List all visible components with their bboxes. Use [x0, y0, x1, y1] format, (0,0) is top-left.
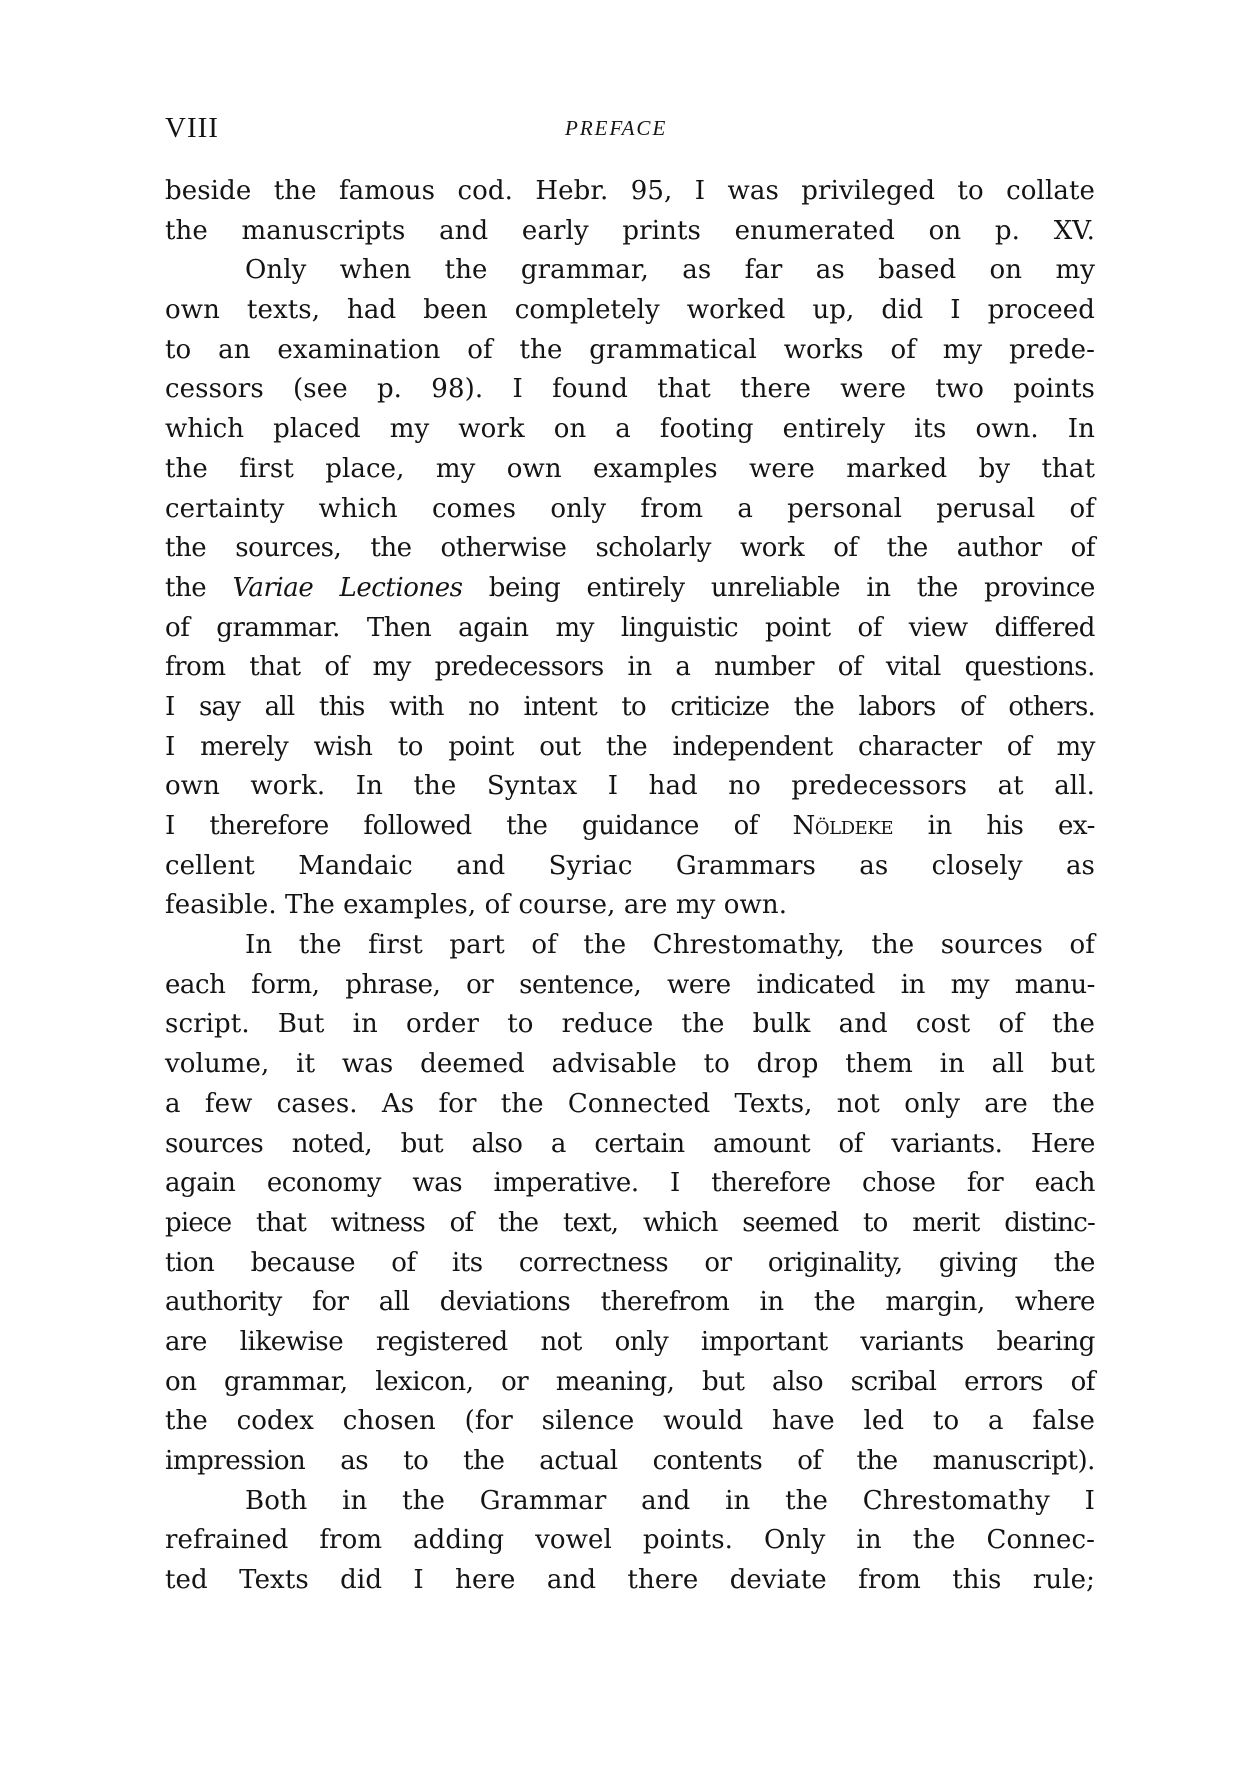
text-line: the codex chosen (for silence would have led to a false [165, 1406, 1095, 1437]
text-line-paragraph-start: In the first part of the Chrestomathy, the sources of [245, 930, 1095, 961]
text-line: ted Texts did I here and there deviate from this rule; [165, 1565, 1095, 1596]
text-line: the first place, my own examples were marked by that [165, 453, 1095, 484]
text-line: again economy was imperative. I therefore chose for each [165, 1168, 1095, 1199]
text-line: script. But in order to reduce the bulk and cost of the [165, 1009, 1095, 1040]
text-line-paragraph-end: feasible. The examples, of course, are my own. [165, 890, 788, 921]
text-line-paragraph-start: Both in the Grammar and in the Chrestomathy I [245, 1485, 1095, 1516]
text-line: authority for all deviations therefrom in the margin, where [165, 1287, 1095, 1318]
text-line: beside the famous cod. Hebr. 95, I was privileged to collate [165, 176, 1095, 206]
line-text: I therefore followed the guidance of [165, 811, 793, 841]
line-text: in his ex- [893, 811, 1095, 841]
text-line: the sources, the otherwise scholarly work of the author of [165, 533, 1095, 564]
text-line: tion because of its correctness or originality, giving the [165, 1247, 1095, 1278]
page-number: VIII [165, 112, 219, 144]
text-line: of grammar. Then again my linguistic point of view differed [165, 612, 1095, 643]
text-line: piece that witness of the text, which seemed to merit distinc- [165, 1207, 1095, 1238]
text-line: which placed my work on a footing entirely its own. In [165, 414, 1095, 445]
running-title: PREFACE [565, 116, 668, 140]
text-line: cellent Mandaic and Syriac Grammars as closely as [165, 850, 1095, 881]
line-text: being entirely unreliable in the province [462, 572, 1095, 603]
text-line-with-smallcaps [165, 807, 1095, 847]
text-line: own texts, had been completely worked up, did I proceed [165, 295, 1095, 326]
italic-title: Variae Lectiones [232, 572, 463, 603]
text-line: a few cases. As for the Connected Texts, not only are the [165, 1088, 1095, 1119]
text-line: cessors (see p. 98). I found that there were two points [165, 374, 1095, 405]
text-line: volume, it was deemed advisable to drop them in all but [165, 1049, 1095, 1080]
text-line-paragraph-end: impression as to the actual contents of the manuscript). [165, 1446, 1095, 1476]
preface-body [165, 172, 1095, 1601]
text-line: each form, phrase, or sentence, were indicated in my manu- [165, 969, 1095, 1000]
text-line: I say all this with no intent to criticize the labors of others. [165, 691, 1095, 722]
text-line: the manuscripts and early prints enumerated on p. XV. [165, 215, 1095, 246]
text-line: from that of my predecessors in a number of vital questions. [165, 652, 1095, 683]
line-text: the [165, 572, 233, 603]
text-line: certainty which comes only from a personal perusal of [165, 493, 1095, 524]
text-line: on grammar, lexicon, or meaning, but also scribal errors of [165, 1366, 1095, 1397]
text-line: own work. In the Syntax I had no predecessors at all. [165, 771, 1095, 802]
text-line: I merely wish to point out the independent character of my [165, 731, 1095, 762]
text-line: sources noted, but also a certain amount of variants. Here [165, 1128, 1095, 1159]
author-name: Nöldeke [792, 811, 894, 841]
text-line: to an examination of the grammatical works of my prede- [165, 334, 1095, 365]
text-line: are likewise registered not only important variants bearing [165, 1326, 1095, 1357]
page-header [165, 112, 1095, 152]
text-line-with-italic [165, 569, 1095, 609]
text-line: refrained from adding vowel points. Only in the Connec- [165, 1525, 1095, 1556]
text-line-paragraph-start: Only when the grammar, as far as based on my [245, 255, 1095, 286]
